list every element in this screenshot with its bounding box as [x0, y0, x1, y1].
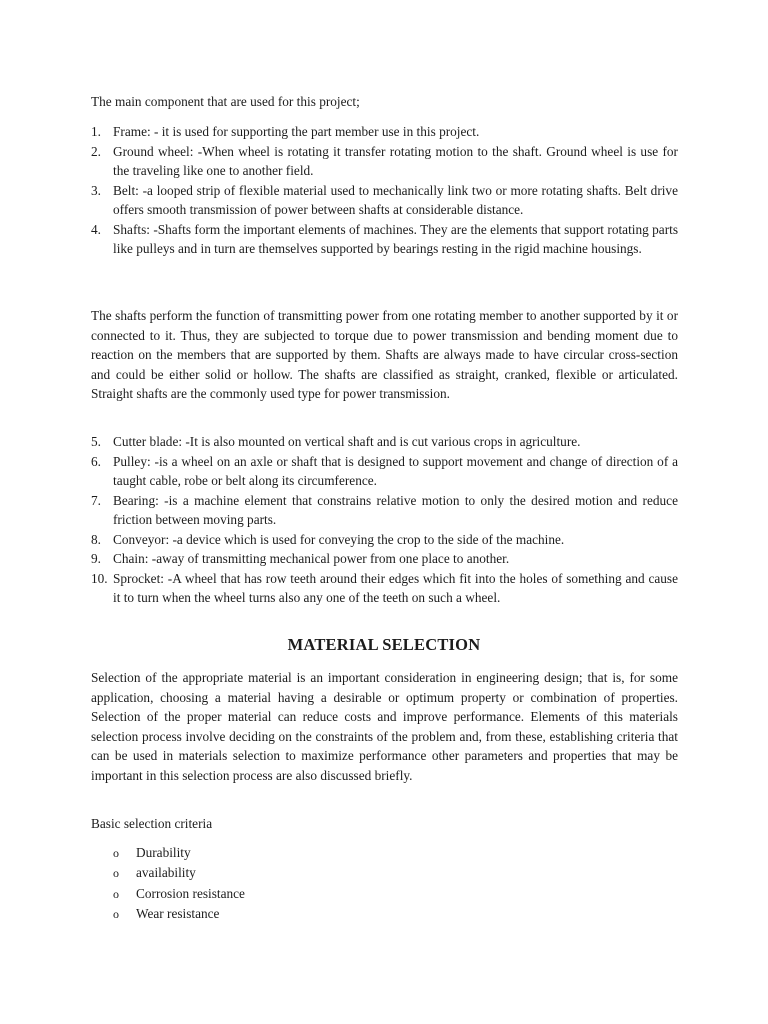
list-item-text: Pulley: -is a wheel on an axle or shaft that is designed to support movement and change of direction of a taught cable, robe or belt along its circumference.: [113, 453, 678, 488]
list-item: [113, 843, 245, 863]
section-heading: MATERIAL SELECTION: [287, 635, 481, 654]
list-item: [91, 452, 678, 491]
list-number: 10.: [91, 570, 108, 586]
list-number: 5.: [91, 434, 101, 449]
list-item-text: Belt: -a looped strip of flexible material used to mechanically link two or more rotating shafts. Belt drive offers smooth transmission of power between shafts at considerable distance.: [113, 182, 678, 217]
list-number: 3.: [91, 182, 101, 198]
list-item-text: Bearing: -is a machine element that constrains relative motion to only the desired motion and reduce friction between moving parts.: [113, 492, 678, 527]
list-number: 6.: [91, 453, 101, 469]
list-item: [91, 569, 678, 608]
list-item: [91, 432, 678, 452]
list-number: 1.: [91, 124, 101, 139]
criteria-label: Basic selection criteria: [91, 816, 213, 831]
bullet-marker: o: [113, 846, 119, 860]
list-item: [91, 181, 678, 220]
bullet-marker: o: [113, 886, 119, 901]
list-item: [91, 530, 678, 550]
components-list-part1: [91, 122, 678, 259]
list-item-text: Conveyor: -a device which is used for conveying the crop to the side of the machine.: [113, 531, 565, 547]
list-item-text: Ground wheel: -When wheel is rotating it transfer rotating motion to the shaft. Ground wheel is use for the traveling like one to another field.: [113, 143, 678, 178]
list-item-text: Frame: - it is used for supporting the part member use in this project.: [113, 124, 480, 139]
list-number: 4.: [91, 221, 101, 237]
list-item-text: Chain: -away of transmitting mechanical power from one place to another.: [113, 551, 510, 566]
criteria-list: [113, 843, 245, 924]
bullet-marker: o: [113, 906, 119, 921]
list-item: [91, 491, 678, 530]
intro-text: The main component that are used for this project;: [91, 94, 360, 109]
criteria-item-text: availability: [136, 865, 196, 881]
list-item: [91, 549, 678, 569]
list-number: 7.: [91, 492, 101, 508]
list-item: [91, 122, 678, 142]
list-item: [113, 863, 245, 883]
components-list-part2: [91, 432, 678, 608]
list-number: 2.: [91, 143, 101, 159]
criteria-item-text: Durability: [136, 845, 191, 860]
list-item: [91, 142, 678, 181]
list-item-text: Shafts: -Shafts form the important elements of machines. They are the elements that support rotating parts like pulleys and in turn are themselves supported by bearings resting in the rigid machine housings.: [113, 221, 678, 256]
list-item-text: Cutter blade: -It is also mounted on vertical shaft and is cut various crops in agriculture.: [113, 434, 581, 449]
list-item: [113, 884, 245, 904]
shafts-paragraph: The shafts perform the function of transmitting power from one rotating member to another supported by it or connected to it. Thus, they are subjected to torque due to power transmission and bending moment due to reaction on the members that are supported by them. Shafts are always made to have circular cross-section and could be either solid or hollow. The shafts are classified as straight, cranked, flexible or articulated. Straight shafts are the commonly used type for power transmission.: [91, 308, 678, 401]
bullet-marker: o: [113, 866, 119, 881]
list-item: [113, 904, 245, 924]
list-item: [91, 220, 678, 259]
criteria-item-text: Corrosion resistance: [136, 885, 245, 901]
list-number: 9.: [91, 551, 101, 566]
criteria-item-text: Wear resistance: [136, 905, 220, 921]
list-number: 8.: [91, 531, 101, 547]
selection-paragraph: Selection of the appropriate material is an important consideration in engineering design; that is, for some application, choosing a material having a desirable or optimum property or combination of properties. Selection of the proper material can reduce costs and improve performance. Elements of this materials selection process involve deciding on the constraints of the problem and, from these, establishing criteria that can be used in materials selection to maximize performance other parameters and properties that may be important in this selection process are also discussed briefly.: [91, 670, 678, 783]
list-item-text: Sprocket: -A wheel that has row teeth around their edges which fit into the holes of something and cause it to turn when the wheel turns also any one of the teeth on such a wheel.: [113, 570, 678, 605]
